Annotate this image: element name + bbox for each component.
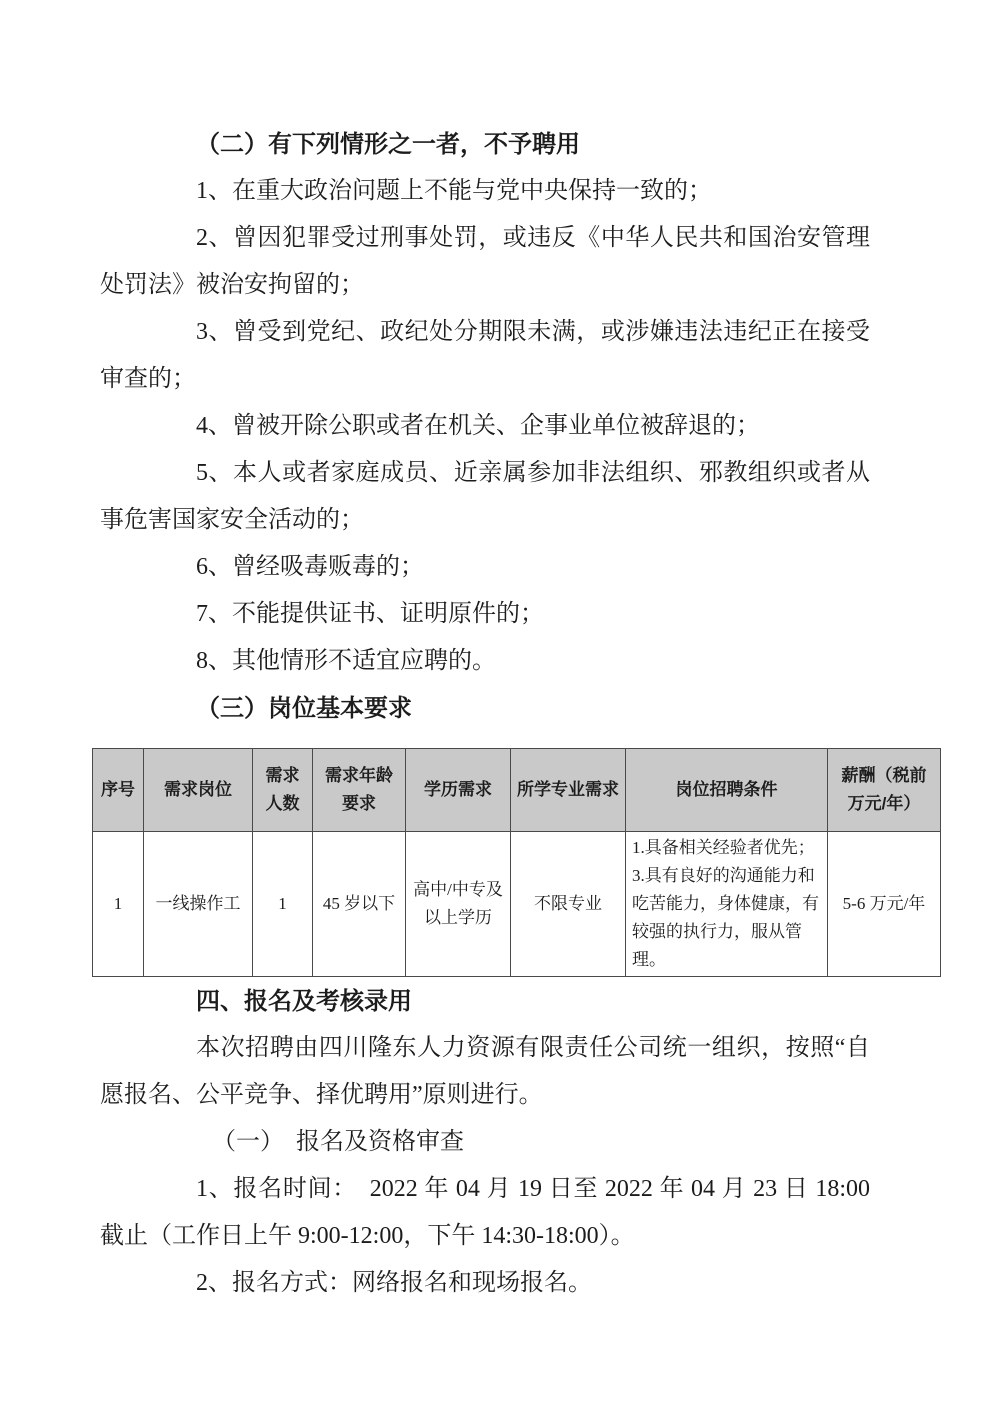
table-row [93,832,941,977]
header-headcount: 需求人数 [253,749,313,832]
header-education: 学历需求 [406,749,511,832]
disqualification-item-1: 1、在重大政治问题上不能与党中央保持一致的； [196,178,712,204]
disqualification-item-6: 6、曾经吸毒贩毒的； [196,554,424,580]
cell-conditions [626,832,828,977]
section-heading-job-requirements: （三）岗位基本要求 [196,695,412,722]
header-salary: 薪酬（税前万元/年） [828,749,941,832]
header-major: 所学专业需求 [511,749,626,832]
disqualification-item-8: 8、其他情形不适宜应聘的。 [196,648,496,674]
section-heading-application: 四、报名及考核录用 [196,988,412,1015]
job-requirements-table [92,748,941,977]
disqualification-item-5: 5、本人或者家庭成员、近亲属参加非法组织、邪教组织或者从事危害国家安全活动的； [100,460,870,533]
disqualification-item-2: 2、曾因犯罪受过刑事处罚，或违反《中华人民共和国治安管理处罚法》被治安拘留的； [100,225,870,298]
registration-method: 2、报名方式：网络报名和现场报名。 [196,1270,592,1296]
disqualification-item-7: 7、不能提供证书、证明原件的； [196,601,544,627]
cell-salary: 5-6 万元/年 [828,832,941,977]
cell-age: 45 岁以下 [313,832,406,977]
header-conditions: 岗位招聘条件 [626,749,828,832]
cell-major: 不限专业 [511,832,626,977]
application-section [100,978,870,1307]
cell-headcount: 1 [253,832,313,977]
subsection-heading-registration: （一） 报名及资格审查 [212,1129,464,1155]
condition-line-2: 3.具有良好的沟通能力和吃苦能力，身体健康，有较强的执行力，服从管理。 [632,866,819,969]
condition-line-1: 1.具备相关经验者优先； [632,838,815,857]
header-serial-no: 序号 [93,749,144,832]
cell-position: 一线操作工 [144,832,253,977]
table-header-row [93,749,941,832]
section-heading-disqualification: （二）有下列情形之一者，不予聘用 [196,131,580,158]
disqualification-item-4: 4、曾被开除公职或者在机关、企事业单位被辞退的； [196,413,760,439]
disqualification-item-3: 3、曾受到党纪、政纪处分期限未满，或涉嫌违法违纪正在接受审查的； [100,319,870,392]
application-intro: 本次招聘由四川隆东人力资源有限责任公司统一组织，按照“自愿报名、公平竞争、择优聘用”原则进行。 [100,1035,870,1108]
cell-serial-no: 1 [93,832,144,977]
cell-education: 高中/中专及以上学历 [406,832,511,977]
header-position: 需求岗位 [144,749,253,832]
registration-time: 1、报名时间： 2022 年 04 月 19 日至 2022 年 04 月 23 日 18:00 截止（工作日上午 9:00-12:00，下午 14:30-18:00）。 [100,1176,870,1249]
header-age-requirement: 需求年龄要求 [313,749,406,832]
